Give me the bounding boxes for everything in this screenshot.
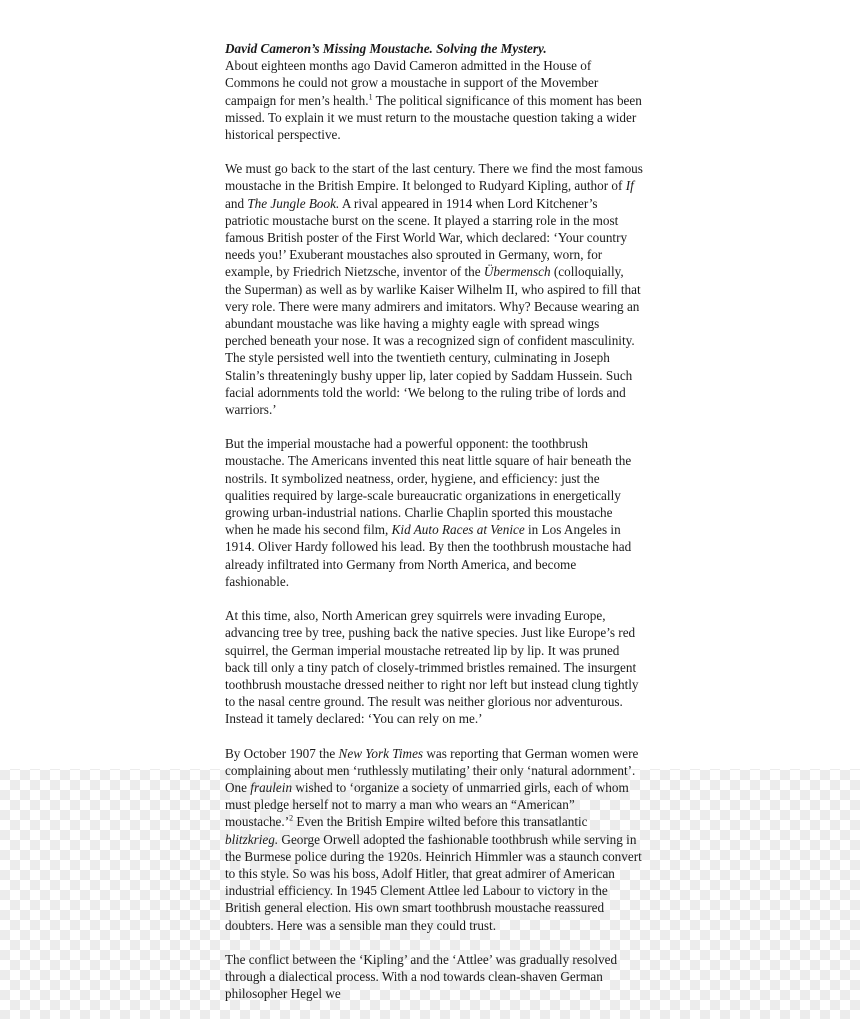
paragraph-text: By October 1907 the [225,745,339,761]
italic-term-fraulein: fraulein [250,779,293,795]
paragraph-text: was reporting that German women were complaining about men ‘ruthlessly mutilating’ their only ‘natural adornment’. One [225,745,639,795]
paragraph-toothbrush [225,435,643,590]
paragraph-text: in Los Angeles in 1914. Oliver Hardy followed his lead. By then the toothbrush moustache had already infiltrated into Germany from North America, and become fashionable. [225,522,632,589]
italic-film-title: Kid Auto Races at Venice [391,522,525,538]
footnote-ref-2: 2 [289,813,294,823]
paragraph-intro [225,40,643,143]
paragraph-text: (colloquially, the Superman) as well as by warlike Kaiser Wilhelm II, who aspired to fill that very role. There were many admirers and imitators. Why? Because wearing an abundant moustache was like having a mighty eagle with spread wings perched beneath your nose. It was a recognized sign of confident masculinity. The style persisted well into the twentieth century, culminating in Joseph Stalin’s threateningly bushy upper lip, later copied by Saddam Hussein. Such facial adornments told the world: ‘We belong to the ruling tribe of lords and warriors.’ [225,264,641,418]
paragraph-text: But the imperial moustache had a powerful opponent: the toothbrush moustache. The Americans invented this neat little square of hair beneath the nostrils. It symbolized neatness, order, hygiene, and efficiency: just the qualities required by large-scale bureaucratic organizations in energetically growing urban-industrial nations. Charlie Chaplin sported this moustache when he made his second film, [225,436,632,538]
paragraph-text: About eighteen months ago David Cameron admitted in the House of Commons he could not grow a moustache in support of the Movember campaign for men’s health. [225,58,599,108]
italic-term-ubermensch: Übermensch [483,264,551,280]
paragraph-squirrels: At this time, also, North American grey squirrels were invading Europe, advancing tree by tree, pushing back the native species. Just like Europe’s red squirrel, the German imperial moustache retreated lip by lip. It was pruned back till only a tiny patch of closely-trimmed bristles remained. The insurgent toothbrush moustache dressed neither to right nor left but instead clung tightly to the nasal centre ground. The result was neither glorious nor adventurous. Instead it tamely declared: ‘You can rely on me.’ [225,608,639,727]
paragraph-kipling [225,160,643,418]
paragraph-text: We must go back to the start of the last century. There we find the most famous moustache in the British Empire. It belonged to Rudyard Kipling, author of [225,161,643,194]
document-body [225,40,643,1019]
footnote-ref-1: 1 [368,92,373,102]
paragraph-text: The political significance of this moment has been missed. To explain it we must return to the moustache question taking a wider historical perspective. [225,92,642,143]
paragraph-text: Even the British Empire wilted before this transatlantic [293,814,588,830]
document-title: David Cameron’s Missing Moustache. Solving the Mystery. [225,41,547,56]
italic-term-blitzkrieg: blitzkrieg. [225,831,279,847]
italic-newspaper-title: New York Times [338,745,424,761]
paragraph-text: and [225,195,248,211]
paragraph-conflict: The conflict between the ‘Kipling’ and the ‘Attlee’ was gradually resolved through a dialectical process. With a nod towards clean-shaven German philosopher Hegel we [225,951,618,1002]
paragraph-text: George Orwell adopted the fashionable toothbrush while serving in the Burmese police during the 1920s. Heinrich Himmler was a staunch convert to this style. So was his boss, Adolf Hitler, that great admirer of American industrial efficiency. In 1945 Clement Attlee led Labour to victory in the British general election. His own smart toothbrush moustache reassured doubters. Here was a sensible man they could trust. [225,831,642,933]
paragraph-1907 [225,745,643,934]
paragraph-text: wished to ‘organize a society of unmarried girls, each of whom must pledge herself not to marry a man who wears an “American” moustache.’ [225,779,629,830]
paragraph-text: A rival appeared in 1914 when Lord Kitchener’s patriotic moustache burst on the scene. It played a starring role in the most famous British poster of the First World War, which declared: ‘Your country needs you!’ Exuberant moustaches also sprouted in Germany, worn, for example, by Friedrich Nietzsche, inventor of the [225,195,628,280]
italic-title-jungle-book: The Jungle Book. [247,195,340,211]
italic-title-if: If [625,178,634,194]
